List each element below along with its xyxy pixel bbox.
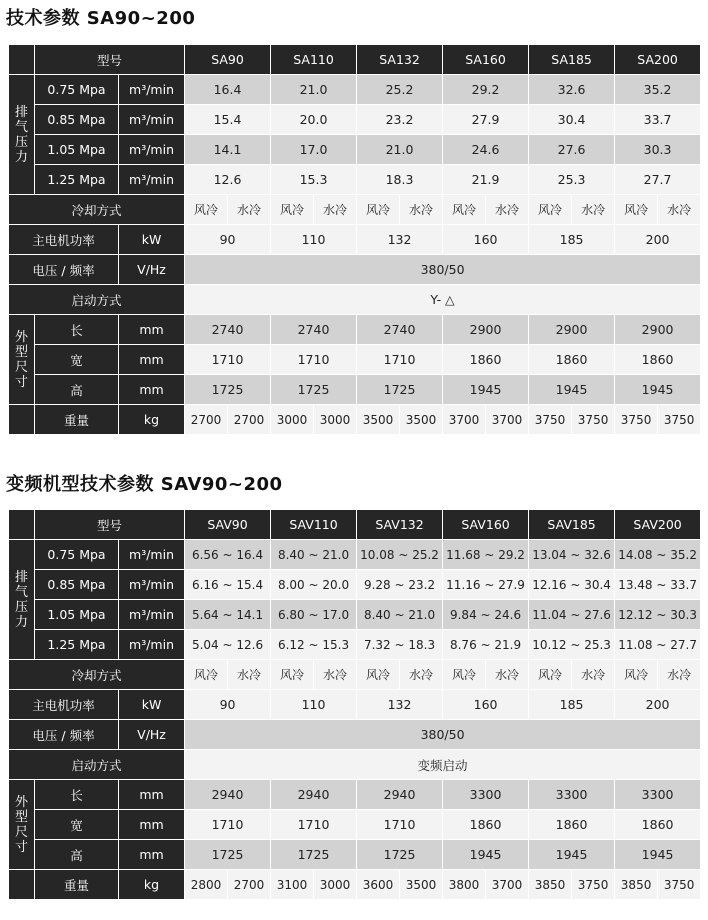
pressure-group-label [9, 540, 35, 660]
flow-value: 13.04 ~ 32.6 [529, 540, 615, 570]
height-value: 1725 [271, 375, 357, 405]
flow-value: 24.6 [443, 135, 529, 165]
flow-value: 14.1 [185, 135, 271, 165]
weight-blank [9, 405, 35, 435]
voltage-value: 380/50 [185, 720, 701, 750]
flow-value: 8.00 ~ 20.0 [271, 570, 357, 600]
dimension-unit: mm [119, 345, 185, 375]
weight-value: 3100 [271, 870, 314, 900]
flow-value: 6.16 ~ 15.4 [185, 570, 271, 600]
weight-value: 3700 [443, 405, 486, 435]
length-value: 3300 [615, 780, 701, 810]
weight-value: 3000 [271, 405, 314, 435]
weight-label: 重量 [35, 870, 119, 900]
flow-value: 16.4 [185, 75, 271, 105]
cooling-water: 水冷 [314, 660, 357, 690]
model-header: SAV160 [443, 510, 529, 540]
flow-value: 5.04 ~ 12.6 [185, 630, 271, 660]
corner-cell [9, 510, 35, 540]
dimension-unit: mm [119, 840, 185, 870]
power-label: 主电机功率 [9, 225, 119, 255]
cooling-water: 水冷 [228, 660, 271, 690]
weight-value: 3750 [658, 870, 701, 900]
width-label: 宽 [35, 810, 119, 840]
model-header: SAV185 [529, 510, 615, 540]
weight-value: 3750 [658, 405, 701, 435]
length-label: 长 [35, 780, 119, 810]
weight-value: 2700 [185, 405, 228, 435]
cooling-water: 水冷 [228, 195, 271, 225]
model-header: SAV110 [271, 510, 357, 540]
flow-value: 20.0 [271, 105, 357, 135]
width-value: 1860 [615, 810, 701, 840]
flow-value: 15.3 [271, 165, 357, 195]
length-value: 2900 [443, 315, 529, 345]
flow-value: 6.80 ~ 17.0 [271, 600, 357, 630]
flow-value: 12.12 ~ 30.3 [615, 600, 701, 630]
height-value: 1725 [271, 840, 357, 870]
length-label: 长 [35, 315, 119, 345]
weight-value: 3750 [572, 870, 615, 900]
dimension-unit: mm [119, 780, 185, 810]
power-unit: kW [119, 225, 185, 255]
width-value: 1860 [443, 345, 529, 375]
pressure-unit: m³/min [119, 630, 185, 660]
pressure-label: 0.75 Mpa [35, 75, 119, 105]
weight-value: 3850 [529, 870, 572, 900]
flow-value: 27.9 [443, 105, 529, 135]
pressure-group-text: 排气压力 [14, 569, 28, 630]
length-value: 2740 [357, 315, 443, 345]
width-label: 宽 [35, 345, 119, 375]
length-value: 2900 [529, 315, 615, 345]
spec-table-sav [8, 509, 701, 900]
height-value: 1725 [185, 375, 271, 405]
power-value: 110 [271, 225, 357, 255]
cooling-air: 风冷 [357, 660, 400, 690]
power-value: 200 [615, 690, 701, 720]
cooling-water: 水冷 [486, 660, 529, 690]
power-value: 160 [443, 690, 529, 720]
width-value: 1860 [529, 345, 615, 375]
weight-value: 3000 [314, 870, 357, 900]
pressure-label: 1.05 Mpa [35, 135, 119, 165]
width-value: 1710 [185, 810, 271, 840]
model-label: 型号 [35, 510, 185, 540]
flow-value: 27.6 [529, 135, 615, 165]
flow-value: 21.9 [443, 165, 529, 195]
dimension-group-text: 外型尺寸 [14, 329, 28, 390]
weight-value: 3600 [357, 870, 400, 900]
pressure-label: 0.85 Mpa [35, 105, 119, 135]
flow-value: 32.6 [529, 75, 615, 105]
dimension-unit: mm [119, 810, 185, 840]
pressure-label: 1.25 Mpa [35, 165, 119, 195]
section-title-sa: 技术参数 SA90~200 [6, 8, 196, 29]
cooling-air: 风冷 [443, 660, 486, 690]
flow-value: 15.4 [185, 105, 271, 135]
pressure-group-label [9, 75, 35, 195]
width-value: 1710 [185, 345, 271, 375]
power-value: 200 [615, 225, 701, 255]
cooling-air: 风冷 [529, 195, 572, 225]
model-header: SA185 [529, 45, 615, 75]
weight-value: 3000 [314, 405, 357, 435]
dimension-unit: mm [119, 315, 185, 345]
cooling-water: 水冷 [572, 660, 615, 690]
weight-value: 3850 [615, 870, 658, 900]
cooling-water: 水冷 [400, 195, 443, 225]
width-value: 1860 [529, 810, 615, 840]
height-value: 1725 [357, 840, 443, 870]
cooling-water: 水冷 [314, 195, 357, 225]
start-value: Y- △ [185, 285, 701, 315]
length-value: 3300 [529, 780, 615, 810]
flow-value: 30.3 [615, 135, 701, 165]
flow-value: 8.76 ~ 21.9 [443, 630, 529, 660]
pressure-unit: m³/min [119, 570, 185, 600]
cooling-air: 风冷 [357, 195, 400, 225]
cooling-air: 风冷 [271, 195, 314, 225]
length-value: 2940 [271, 780, 357, 810]
weight-value: 3700 [486, 405, 529, 435]
pressure-unit: m³/min [119, 540, 185, 570]
power-value: 90 [185, 690, 271, 720]
power-value: 132 [357, 225, 443, 255]
power-value: 110 [271, 690, 357, 720]
weight-value: 3700 [486, 870, 529, 900]
section-title-sav: 变频机型技术参数 SAV90~200 [6, 474, 283, 495]
dimension-group-label [9, 780, 35, 870]
voltage-label: 电压 / 频率 [9, 720, 119, 750]
corner-cell [9, 45, 35, 75]
spec-table-sa [8, 44, 701, 435]
cooling-air: 风冷 [271, 660, 314, 690]
dimension-group-label [9, 315, 35, 405]
start-label: 启动方式 [9, 750, 185, 780]
weight-value: 2700 [228, 405, 271, 435]
width-value: 1710 [357, 345, 443, 375]
flow-value: 8.40 ~ 21.0 [357, 600, 443, 630]
model-label: 型号 [35, 45, 185, 75]
voltage-unit: V/Hz [119, 720, 185, 750]
weight-value: 3500 [357, 405, 400, 435]
weight-value: 2700 [228, 870, 271, 900]
flow-value: 8.40 ~ 21.0 [271, 540, 357, 570]
cooling-water: 水冷 [658, 660, 701, 690]
flow-value: 9.28 ~ 23.2 [357, 570, 443, 600]
height-value: 1945 [529, 840, 615, 870]
flow-value: 6.12 ~ 15.3 [271, 630, 357, 660]
pressure-unit: m³/min [119, 75, 185, 105]
width-value: 1710 [357, 810, 443, 840]
start-value: 变频启动 [185, 750, 701, 780]
model-header: SA132 [357, 45, 443, 75]
weight-blank [9, 870, 35, 900]
cooling-label: 冷却方式 [9, 195, 185, 225]
flow-value: 21.0 [271, 75, 357, 105]
weight-value: 3500 [400, 870, 443, 900]
flow-value: 11.08 ~ 27.7 [615, 630, 701, 660]
cooling-air: 风冷 [443, 195, 486, 225]
flow-value: 7.32 ~ 18.3 [357, 630, 443, 660]
weight-unit: kg [119, 405, 185, 435]
flow-value: 17.0 [271, 135, 357, 165]
weight-value: 3750 [529, 405, 572, 435]
dimension-group-text: 外型尺寸 [14, 794, 28, 855]
cooling-air: 风冷 [185, 195, 228, 225]
power-value: 90 [185, 225, 271, 255]
flow-value: 18.3 [357, 165, 443, 195]
flow-value: 23.2 [357, 105, 443, 135]
cooling-air: 风冷 [185, 660, 228, 690]
power-value: 185 [529, 225, 615, 255]
pressure-group-text: 排气压力 [14, 104, 28, 165]
flow-value: 14.08 ~ 35.2 [615, 540, 701, 570]
flow-value: 25.2 [357, 75, 443, 105]
height-value: 1945 [443, 375, 529, 405]
voltage-unit: V/Hz [119, 255, 185, 285]
height-value: 1725 [357, 375, 443, 405]
pressure-unit: m³/min [119, 600, 185, 630]
dimension-unit: mm [119, 375, 185, 405]
pressure-unit: m³/min [119, 135, 185, 165]
cooling-water: 水冷 [572, 195, 615, 225]
flow-value: 11.16 ~ 27.9 [443, 570, 529, 600]
power-value: 185 [529, 690, 615, 720]
length-value: 2740 [271, 315, 357, 345]
flow-value: 6.56 ~ 16.4 [185, 540, 271, 570]
height-value: 1945 [443, 840, 529, 870]
flow-value: 13.48 ~ 33.7 [615, 570, 701, 600]
length-value: 2740 [185, 315, 271, 345]
model-header: SAV132 [357, 510, 443, 540]
flow-value: 11.68 ~ 29.2 [443, 540, 529, 570]
width-value: 1860 [443, 810, 529, 840]
weight-value: 3800 [443, 870, 486, 900]
flow-value: 29.2 [443, 75, 529, 105]
flow-value: 9.84 ~ 24.6 [443, 600, 529, 630]
start-label: 启动方式 [9, 285, 185, 315]
pressure-label: 0.85 Mpa [35, 570, 119, 600]
voltage-value: 380/50 [185, 255, 701, 285]
flow-value: 5.64 ~ 14.1 [185, 600, 271, 630]
length-value: 2900 [615, 315, 701, 345]
weight-value: 3500 [400, 405, 443, 435]
flow-value: 35.2 [615, 75, 701, 105]
voltage-label: 电压 / 频率 [9, 255, 119, 285]
cooling-water: 水冷 [400, 660, 443, 690]
model-header: SAV90 [185, 510, 271, 540]
flow-value: 27.7 [615, 165, 701, 195]
length-value: 2940 [185, 780, 271, 810]
model-header: SA160 [443, 45, 529, 75]
cooling-air: 风冷 [529, 660, 572, 690]
flow-value: 12.16 ~ 30.4 [529, 570, 615, 600]
flow-value: 11.04 ~ 27.6 [529, 600, 615, 630]
weight-label: 重量 [35, 405, 119, 435]
height-value: 1945 [615, 375, 701, 405]
power-label: 主电机功率 [9, 690, 119, 720]
width-value: 1710 [271, 810, 357, 840]
length-value: 2940 [357, 780, 443, 810]
height-value: 1945 [529, 375, 615, 405]
height-label: 高 [35, 375, 119, 405]
pressure-label: 1.05 Mpa [35, 600, 119, 630]
power-unit: kW [119, 690, 185, 720]
cooling-water: 水冷 [658, 195, 701, 225]
weight-value: 2800 [185, 870, 228, 900]
cooling-air: 风冷 [615, 660, 658, 690]
model-header: SA200 [615, 45, 701, 75]
pressure-label: 0.75 Mpa [35, 540, 119, 570]
length-value: 3300 [443, 780, 529, 810]
cooling-label: 冷却方式 [9, 660, 185, 690]
flow-value: 25.3 [529, 165, 615, 195]
height-value: 1945 [615, 840, 701, 870]
model-header: SAV200 [615, 510, 701, 540]
weight-value: 3750 [572, 405, 615, 435]
cooling-air: 风冷 [615, 195, 658, 225]
flow-value: 10.08 ~ 25.2 [357, 540, 443, 570]
flow-value: 33.7 [615, 105, 701, 135]
power-value: 132 [357, 690, 443, 720]
width-value: 1860 [615, 345, 701, 375]
weight-unit: kg [119, 870, 185, 900]
weight-value: 3750 [615, 405, 658, 435]
height-label: 高 [35, 840, 119, 870]
pressure-label: 1.25 Mpa [35, 630, 119, 660]
pressure-unit: m³/min [119, 105, 185, 135]
flow-value: 21.0 [357, 135, 443, 165]
power-value: 160 [443, 225, 529, 255]
flow-value: 10.12 ~ 25.3 [529, 630, 615, 660]
flow-value: 12.6 [185, 165, 271, 195]
flow-value: 30.4 [529, 105, 615, 135]
pressure-unit: m³/min [119, 165, 185, 195]
width-value: 1710 [271, 345, 357, 375]
cooling-water: 水冷 [486, 195, 529, 225]
model-header: SA90 [185, 45, 271, 75]
model-header: SA110 [271, 45, 357, 75]
height-value: 1725 [185, 840, 271, 870]
